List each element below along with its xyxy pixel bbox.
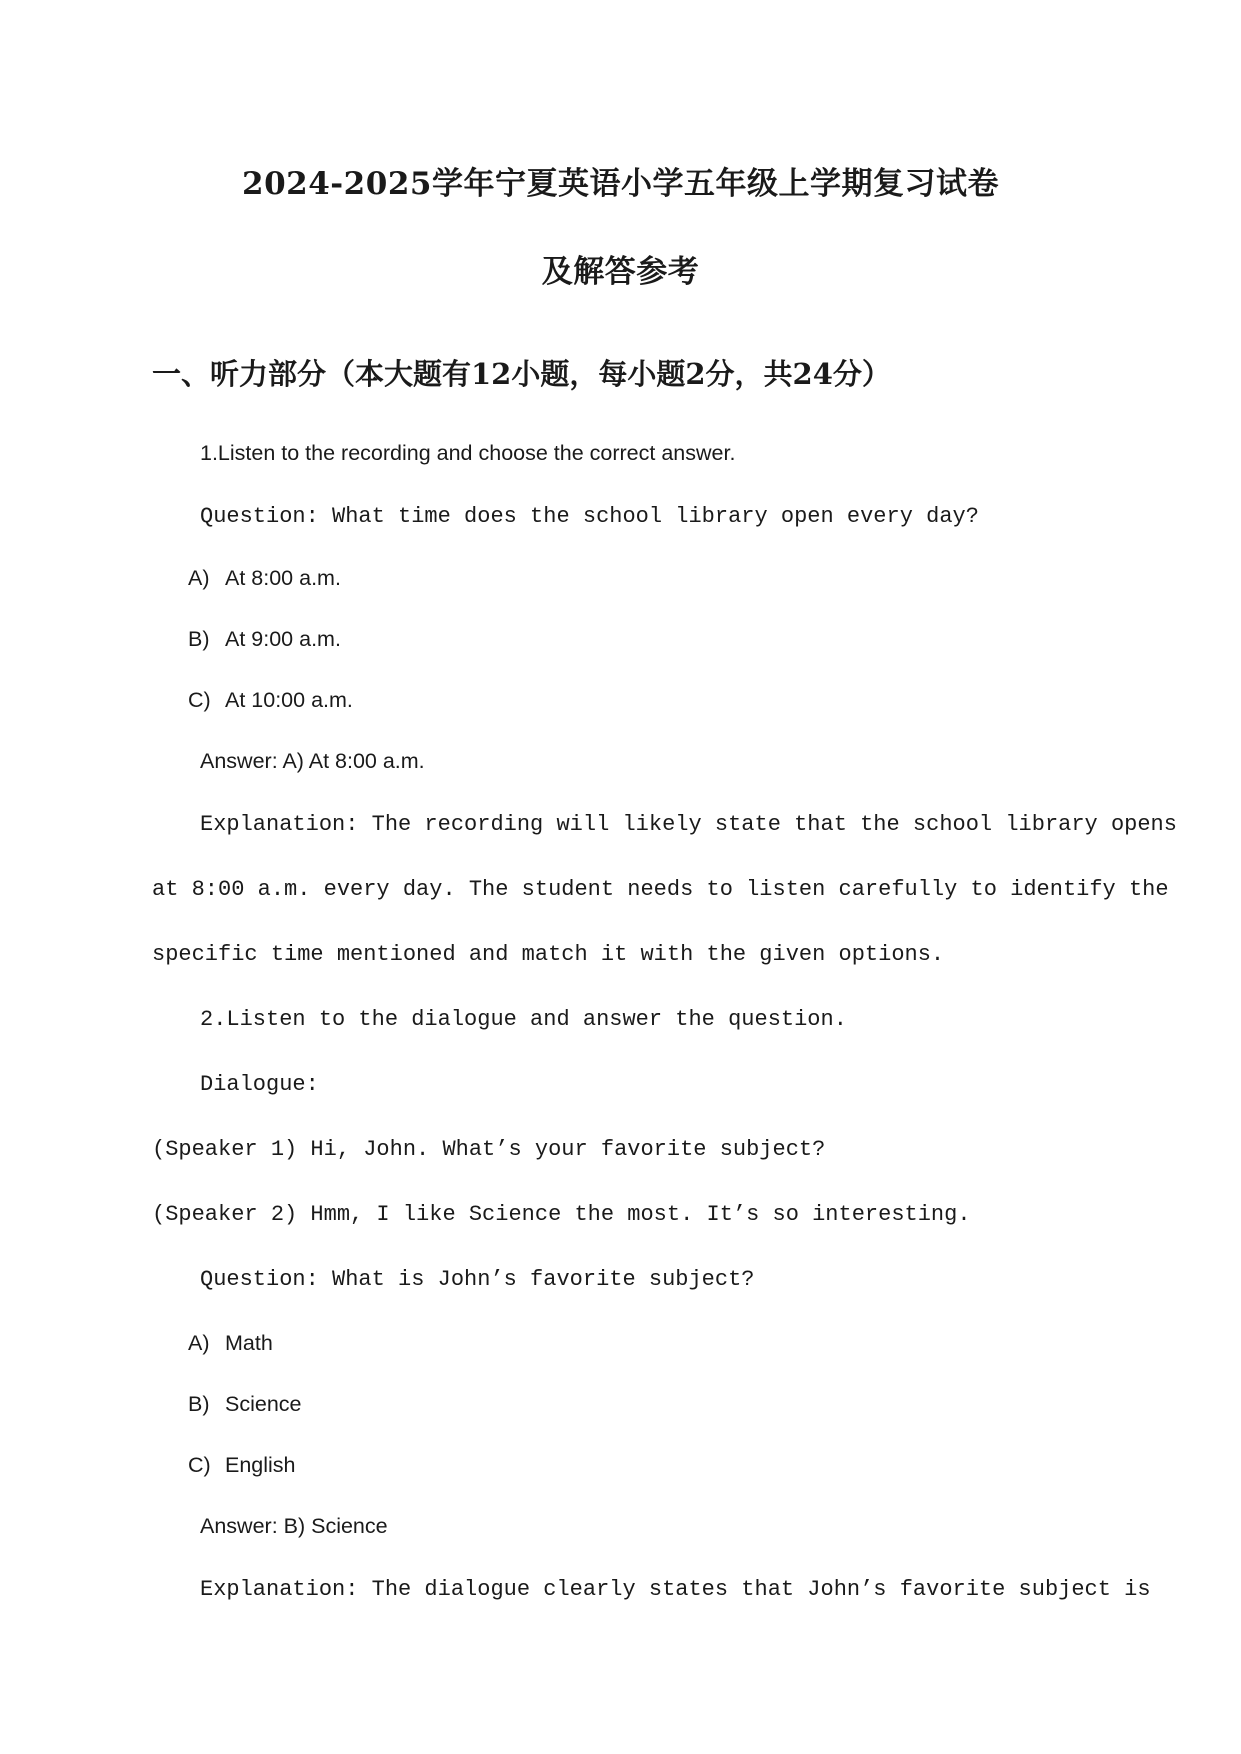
q1-explanation-line3: specific time mentioned and match it with the given options.: [152, 942, 945, 967]
q2-option-a-letter: A): [188, 1331, 210, 1355]
q2-option-b: [188, 1392, 302, 1417]
q2-option-b-letter: B): [188, 1392, 210, 1416]
q2-option-c: [188, 1453, 296, 1478]
document-title-line2: 及解答参考: [541, 254, 700, 290]
q1-option-b-text: At 9:00 a.m.: [225, 627, 341, 651]
q1-option-b-letter: B): [188, 627, 210, 651]
q2-option-a: [188, 1331, 273, 1356]
q2-option-b-text: Science: [225, 1392, 302, 1416]
q1-option-a: [188, 566, 341, 591]
q1-option-c: [188, 688, 353, 713]
q1-question: Question: What time does the school library open every day?: [200, 504, 979, 529]
q2-dialogue-line2: (Speaker 2) Hmm, I like Science the most. It’s so interesting.: [152, 1202, 971, 1227]
q2-explanation-line1: Explanation: The dialogue clearly states that John’s favorite subject is: [200, 1577, 1151, 1602]
q1-option-c-text: At 10:00 a.m.: [225, 688, 353, 712]
q2-question: Question: What is John’s favorite subject?: [200, 1267, 755, 1292]
q1-option-a-text: At 8:00 a.m.: [225, 566, 341, 590]
q2-prompt: 2.Listen to the dialogue and answer the question.: [200, 1007, 847, 1032]
q2-answer: Answer: B) Science: [200, 1514, 388, 1538]
q1-option-a-letter: A): [188, 566, 210, 590]
q1-explanation-line2: at 8:00 a.m. every day. The student needs to listen carefully to identify the: [152, 877, 1169, 902]
q1-option-c-letter: C): [188, 688, 211, 712]
q2-option-a-text: Math: [225, 1331, 273, 1355]
q1-explanation-line1: Explanation: The recording will likely state that the school library opens: [200, 812, 1177, 837]
q1-prompt: 1.Listen to the recording and choose the correct answer.: [200, 441, 736, 465]
document-title-line1: 2024-2025学年宁夏英语小学五年级上学期复习试卷: [242, 166, 999, 202]
q2-option-c-text: English: [225, 1453, 296, 1477]
q1-option-b: [188, 627, 341, 652]
q2-dialogue-label: Dialogue:: [200, 1072, 319, 1097]
section-heading-listening: 一、听力部分（本大题有12小题，每小题2分，共24分）: [152, 357, 891, 391]
q1-answer: Answer: A) At 8:00 a.m.: [200, 749, 425, 773]
q2-option-c-letter: C): [188, 1453, 211, 1477]
q2-dialogue-line1: (Speaker 1) Hi, John. What’s your favorite subject?: [152, 1137, 826, 1162]
